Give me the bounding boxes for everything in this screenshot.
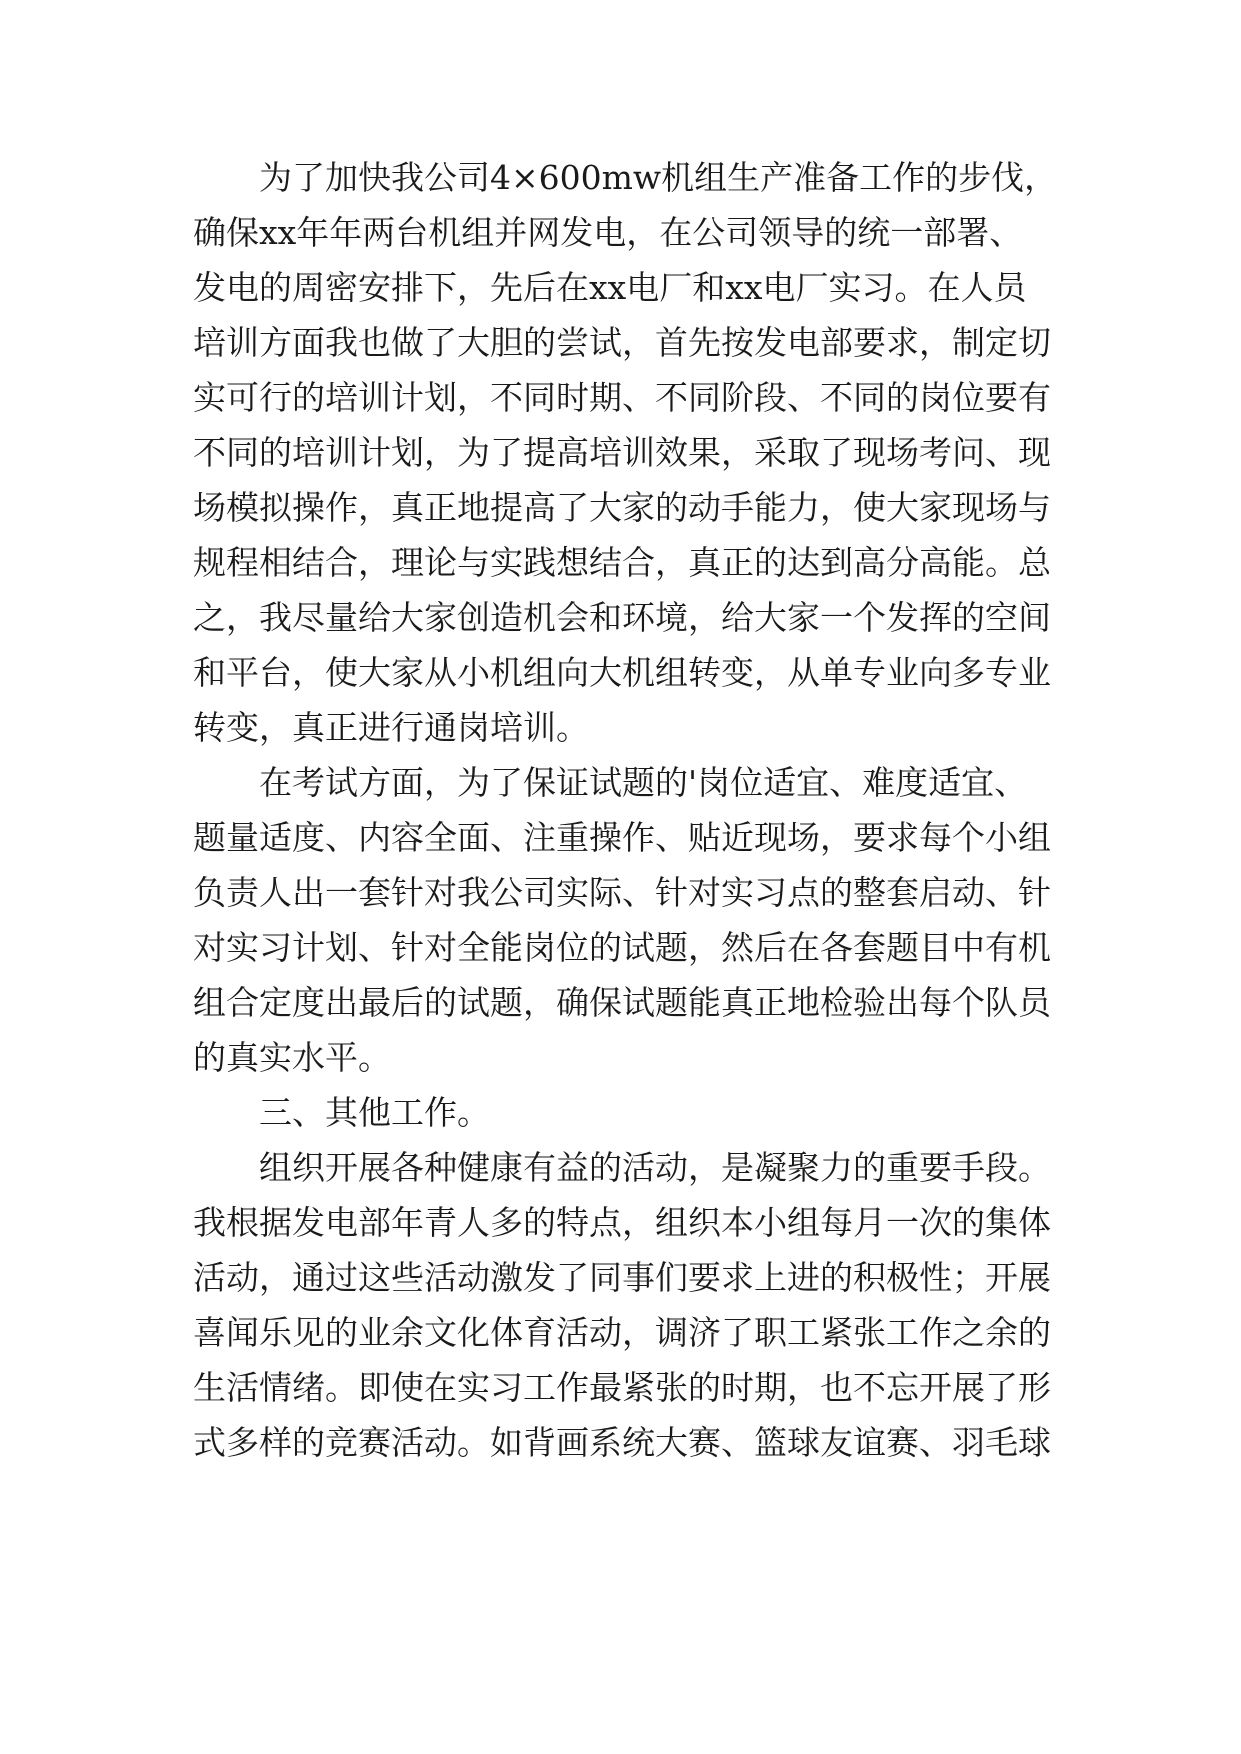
text-line: 式多样的竞赛活动。如背画系统大赛、篮球友谊赛、羽毛球 (193, 1423, 1051, 1462)
text-line: 场模拟操作，真正地提高了大家的动手能力，使大家现场与 (193, 488, 1051, 527)
text-line: 活动，通过这些活动激发了同事们要求上进的积极性；开展 (193, 1258, 1051, 1297)
text-line: 喜闻乐见的业余文化体育活动，调济了职工紧张工作之余的 (193, 1313, 1051, 1352)
text-line: 的真实水平。 (193, 1038, 391, 1077)
text-line: 负责人出一套针对我公司实际、针对实习点的整套启动、针 (193, 873, 1051, 912)
text-line: 之，我尽量给大家创造机会和环境，给大家一个发挥的空间 (193, 598, 1051, 637)
text-line: 转变，真正进行通岗培训。 (193, 708, 589, 747)
text-line: 确保xx年年两台机组并网发电，在公司领导的统一部署、 (193, 213, 1023, 252)
text-line: 组合定度出最后的试题，确保试题能真正地检验出每个队员 (193, 983, 1051, 1022)
text-line: 组织开展各种健康有益的活动，是凝聚力的重要手段。 (259, 1148, 1051, 1187)
text-line: 题量适度、内容全面、注重操作、贴近现场，要求每个小组 (193, 818, 1051, 857)
document-body (193, 150, 1073, 1470)
text-line: 发电的周密安排下，先后在xx电厂和xx电厂实习。在人员 (193, 268, 1027, 307)
section-heading: 三、其他工作。 (259, 1093, 490, 1132)
text-line: 对实习计划、针对全能岗位的试题，然后在各套题目中有机 (193, 928, 1051, 967)
text-line: 生活情绪。即使在实习工作最紧张的时期，也不忘开展了形 (193, 1368, 1051, 1407)
text-line: 实可行的培训计划，不同时期、不同阶段、不同的岗位要有 (193, 378, 1051, 417)
text-line: 不同的培训计划，为了提高培训效果，采取了现场考问、现 (193, 433, 1051, 472)
text-line: 为了加快我公司4×600mw机组生产准备工作的步伐， (259, 158, 1058, 197)
text-line: 和平台，使大家从小机组向大机组转变，从单专业向多专业 (193, 653, 1051, 692)
text-line: 我根据发电部年青人多的特点，组织本小组每月一次的集体 (193, 1203, 1051, 1242)
text-line: 在考试方面，为了保证试题的'岗位适宜、难度适宜、 (259, 763, 1028, 802)
text-line: 培训方面我也做了大胆的尝试，首先按发电部要求，制定切 (193, 323, 1051, 362)
text-line: 规程相结合，理论与实践想结合，真正的达到高分高能。总 (193, 543, 1051, 582)
